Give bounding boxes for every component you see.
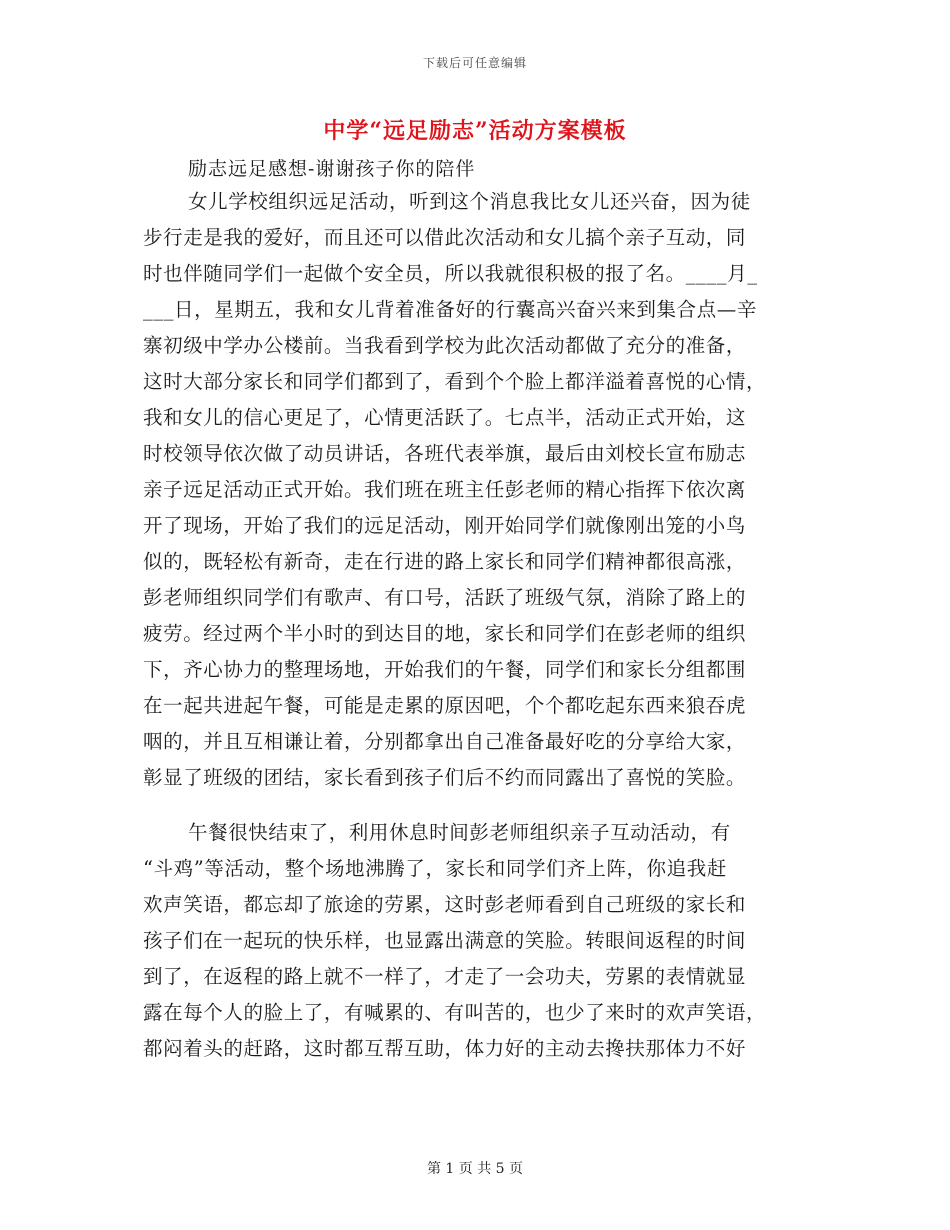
paragraph-line: 寨初级中学办公楼前。当我看到学校为此次活动都做了充分的准备， <box>143 334 747 357</box>
paragraph-line: 欢声笑语，都忘却了旅途的劳累，这时彭老师看到自己班级的家长和 <box>143 893 747 916</box>
paragraph-line: 彰显了班级的团结，家长看到孩子们后不约而同露出了喜悦的笑脸。 <box>143 766 747 789</box>
paragraph-line: 步行走是我的爱好，而且还可以借此次活动和女儿搞个亲子互动，同 <box>143 226 747 249</box>
paragraph-line: 露在每个人的脸上了，有喊累的、有叫苦的，也少了来时的欢声笑语， <box>143 1001 767 1024</box>
paragraph-line: 亲子远足活动正式开始。我们班在班主任彭老师的精心指挥下依次离 <box>143 478 747 501</box>
paragraph-line: 孩子们在一起玩的快乐样，也显露出满意的笑脸。转眼间返程的时间 <box>143 929 747 952</box>
paragraph-line: 时校领导依次做了动员讲话，各班代表举旗，最后由刘校长宣布励志 <box>143 442 747 465</box>
paragraph-line: 在一起共进起午餐，可能是走累的原因吧，个个都吃起东西来狼吞虎 <box>143 694 747 717</box>
paragraph-line: 彭老师组织同学们有歌声、有口号，活跃了班级气氛，消除了路上的 <box>143 586 747 609</box>
paragraph-line: 开了现场，开始了我们的远足活动，刚开始同学们就像刚出笼的小鸟 <box>143 514 747 537</box>
paragraph-line: 似的，既轻松有新奇，走在行进的路上家长和同学们精神都很高涨， <box>143 550 747 573</box>
paragraph-line: 我和女儿的信心更足了，心情更活跃了。七点半，活动正式开始，这 <box>143 406 747 429</box>
paragraph-line: 都闷着头的赶路，这时都互帮互助，体力好的主动去搀扶那体力不好 <box>143 1037 747 1060</box>
paragraph-line: 午餐很快结束了，利用休息时间彭老师组织亲子互动活动，有 <box>188 821 731 844</box>
page-footer-number: 第 1 页 共 5 页 <box>426 1161 524 1177</box>
paragraph-line: 时也伴随同学们一起做个安全员，所以我就很积极的报了名。____月_ <box>143 262 758 285</box>
document-subtitle: 励志远足感想-谢谢孩子你的陪伴 <box>188 158 476 180</box>
paragraph-line: 女儿学校组织远足活动，听到这个消息我比女儿还兴奋，因为徒 <box>188 190 751 213</box>
paragraph-line: ___日，星期五，我和女儿背着准备好的行囊高兴奋兴来到集合点—辛 <box>143 298 757 321</box>
paragraph-2 <box>143 815 803 1067</box>
paragraph-line: 疲劳。经过两个半小时的到达目的地，家长和同学们在彭老师的组织 <box>143 622 747 645</box>
paragraph-line: 到了，在返程的路上就不一样了，才走了一会功夫，劳累的表情就显 <box>143 965 747 988</box>
page-header-note: 下载后可任意编辑 <box>422 56 527 70</box>
paragraph-line: 这时大部分家长和同学们都到了，看到个个脸上都洋溢着喜悦的心情， <box>143 370 767 393</box>
paragraph-line: “斗鸡”等活动，整个场地沸腾了，家长和同学们齐上阵，你追我赶 <box>143 857 727 880</box>
paragraph-line: 下，齐心协力的整理场地，开始我们的午餐，同学们和家长分组都围 <box>143 658 747 681</box>
paragraph-line: 咽的，并且互相谦让着，分别都拿出自己准备最好吃的分享给大家， <box>143 730 747 753</box>
document-title: 中学“远足励志”活动方案模板 <box>323 118 627 144</box>
paragraph-1 <box>143 184 803 796</box>
